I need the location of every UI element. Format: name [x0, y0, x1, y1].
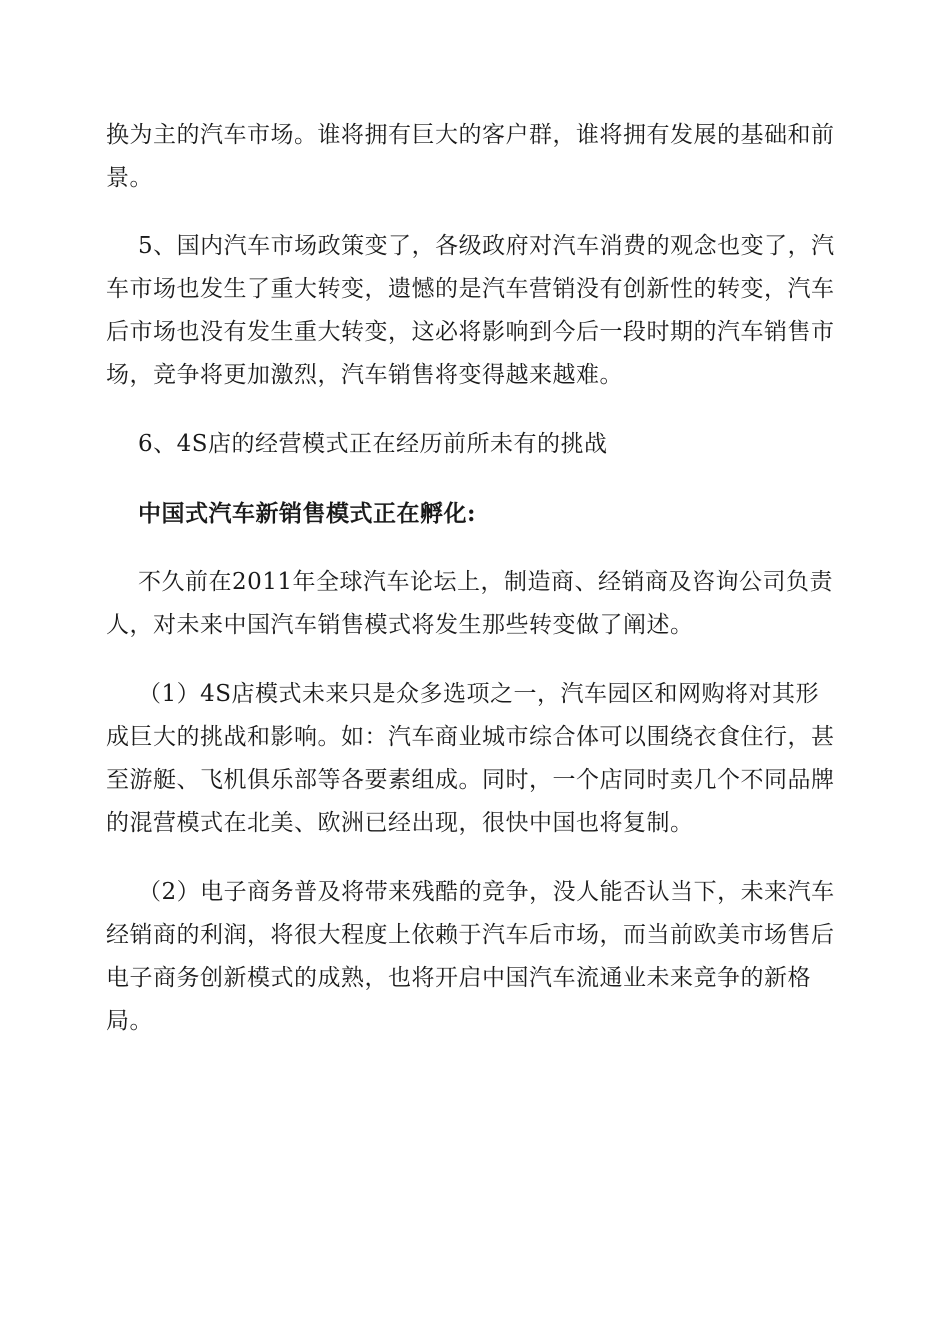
document-body	[106, 114, 836, 1069]
paragraph-item-6: 6、4S店的经营模式正在经历前所未有的挑战	[138, 431, 608, 457]
paragraph-item-5: 5、国内汽车市场政策变了，各级政府对汽车消费的观念也变了，汽车市场也发生了重大转变，遗憾的是汽车营销没有创新性的转变，汽车后市场也没有发生重大转变，这必将影响到今后一段时期的汽车销售市场，竞争将更加激烈，汽车销售将变得越来越难。	[106, 233, 835, 388]
paragraph-point-2: （2）电子商务普及将带来残酷的竞争，没人能否认当下，未来汽车经销商的利润，将很大程度上依赖于汽车后市场，而当前欧美市场售后电子商务创新模式的成熟，也将开启中国汽车流通业未来竞争的新格局。	[106, 879, 835, 1034]
paragraph-continued: 换为主的汽车市场。谁将拥有巨大的客户群，谁将拥有发展的基础和前景。	[106, 122, 835, 191]
paragraph-point-1: （1）4S店模式未来只是众多选项之一，汽车园区和网购将对其形成巨大的挑战和影响。如：汽车商业城市综合体可以围绕衣食住行，甚至游艇、飞机俱乐部等各要素组成。同时，一个店同时卖几个不同品牌的混营模式在北美、欧洲已经出现，很快中国也将复制。	[106, 681, 835, 836]
section-heading: 中国式汽车新销售模式正在孵化:	[138, 500, 476, 527]
paragraph-forum-intro: 不久前在2011年全球汽车论坛上，制造商、经销商及咨询公司负责人，对未来中国汽车销售模式将发生那些转变做了阐述。	[106, 569, 834, 638]
